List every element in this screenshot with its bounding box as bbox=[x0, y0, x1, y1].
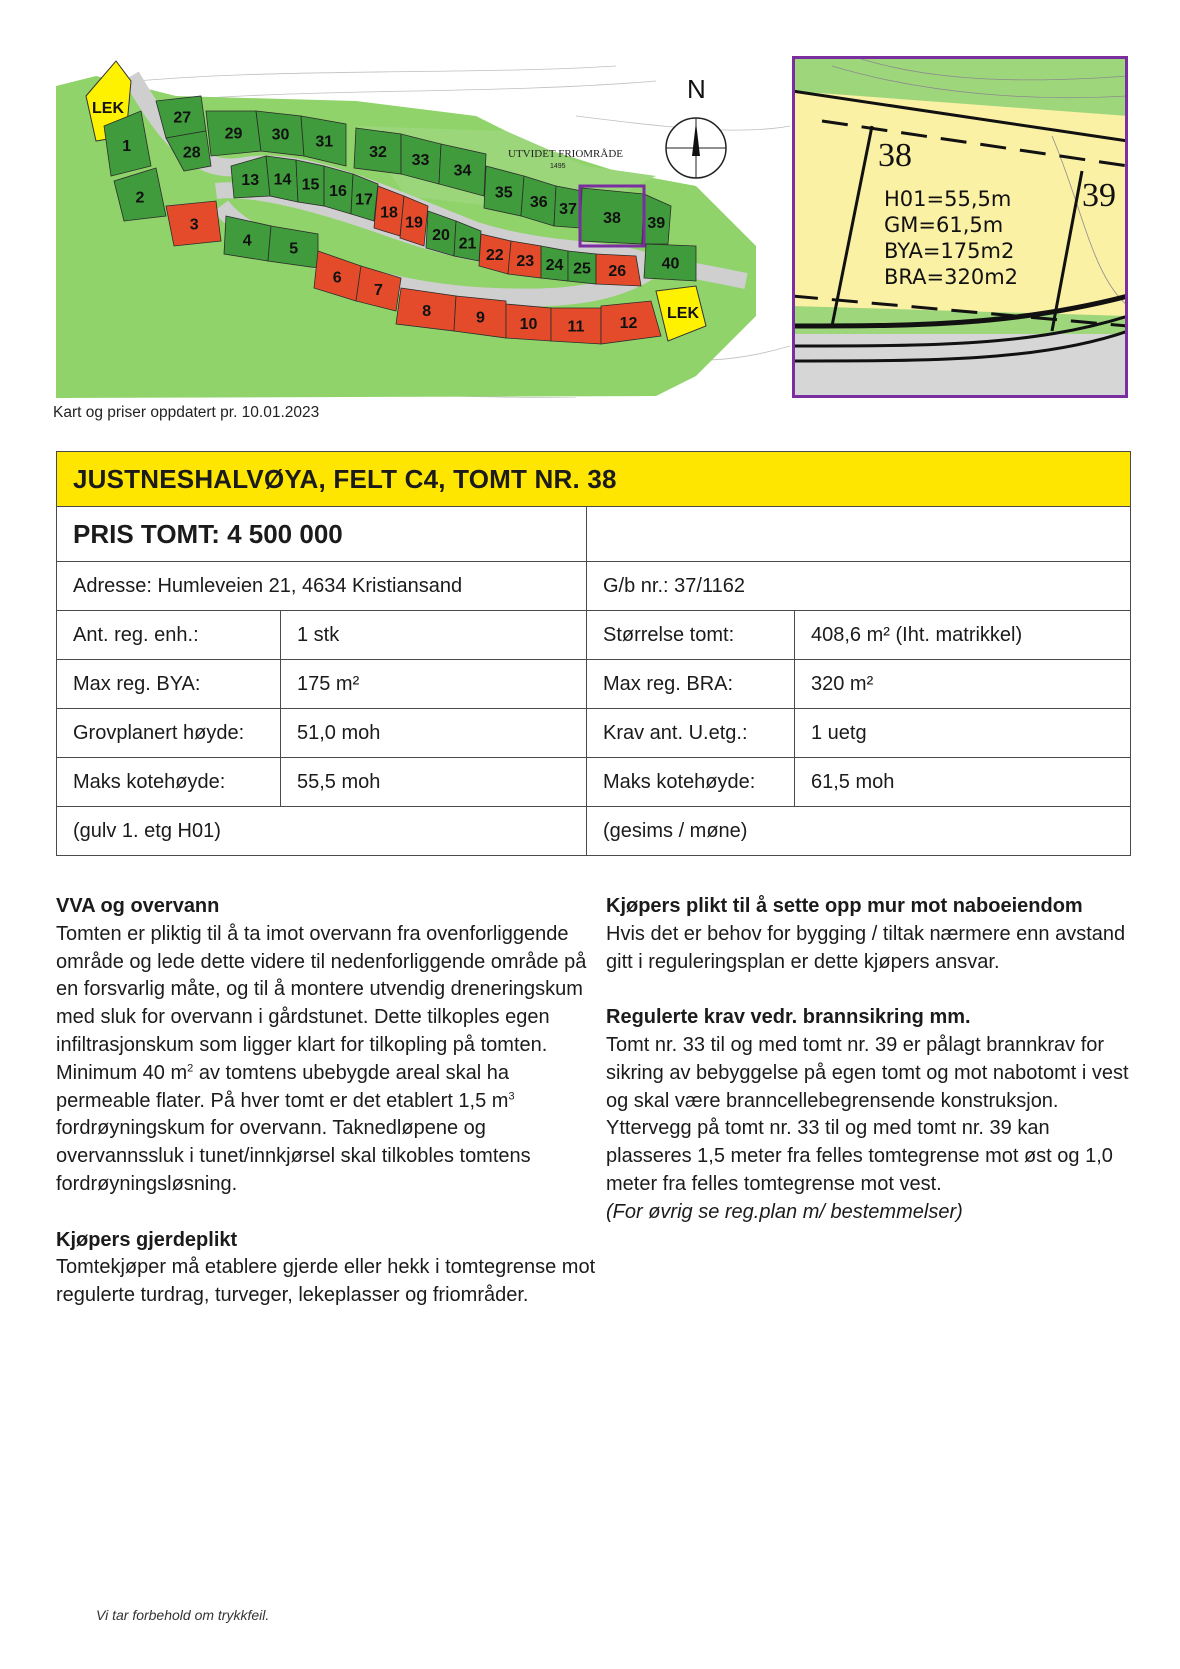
cell-value: 408,6 m² (Iht. matrikkel) bbox=[795, 611, 1131, 660]
address-row bbox=[57, 562, 1131, 611]
plot-number-label: 40 bbox=[661, 255, 680, 273]
inset-neighbor-number: 39 bbox=[1082, 177, 1116, 214]
plot-number-label: 24 bbox=[545, 257, 564, 274]
plot-number-label: 20 bbox=[432, 227, 450, 244]
footnote: Vi tar forbehold om trykkfeil. bbox=[96, 1607, 270, 1623]
plot-number-label: 35 bbox=[494, 184, 513, 202]
right-text-column bbox=[606, 893, 1136, 1227]
wall-text: Hvis det er behov for bygging / tiltak nærmere enn avstand gitt i reguleringsplan er dette kjøpers ansvar. bbox=[606, 922, 1126, 973]
plot-number-label: 2 bbox=[135, 189, 145, 207]
cell-value: 1 uetg bbox=[795, 709, 1131, 758]
cell-value: 1 stk bbox=[281, 611, 587, 660]
plot-number-label: 26 bbox=[608, 263, 627, 280]
plot-number-label: 31 bbox=[315, 133, 334, 151]
cell-label: Maks kotehøyde: bbox=[57, 758, 281, 807]
price-row bbox=[57, 507, 1131, 562]
plot-number-label: 19 bbox=[405, 214, 423, 232]
inset-plot-number: 38 bbox=[878, 137, 912, 174]
plot-number-label: 15 bbox=[301, 176, 320, 194]
table-row bbox=[57, 709, 1131, 758]
cell-value: 55,5 moh bbox=[281, 758, 587, 807]
plot-number-label: 32 bbox=[369, 144, 387, 161]
cell-label: Maks kotehøyde: bbox=[587, 758, 795, 807]
inset-bya: BYA=175m2 bbox=[884, 239, 1015, 263]
note-floor: (gulv 1. etg H01) bbox=[57, 807, 587, 856]
cell-value: 51,0 moh bbox=[281, 709, 587, 758]
price: PRIS TOMT: 4 500 000 bbox=[57, 507, 587, 562]
plot-number-label: 12 bbox=[619, 314, 638, 332]
note-roof: (gesims / møne) bbox=[587, 807, 1131, 856]
friomrade-label: UTVIDET FRIOMRÅDE bbox=[508, 148, 623, 160]
notes-row bbox=[57, 807, 1131, 856]
plot-number-label: 21 bbox=[458, 235, 477, 253]
plot-number-label: 7 bbox=[374, 282, 383, 299]
plot-number-label: 27 bbox=[173, 109, 192, 127]
table-row bbox=[57, 758, 1131, 807]
plot-number-label: 4 bbox=[242, 232, 252, 250]
cell-label: Max reg. BYA: bbox=[57, 660, 281, 709]
plot-detail-inset bbox=[792, 56, 1128, 398]
plot-number-label: 30 bbox=[271, 126, 290, 144]
table-row bbox=[57, 660, 1131, 709]
plot-number-label: 39 bbox=[647, 215, 666, 232]
cell-value: 175 m² bbox=[281, 660, 587, 709]
plot-number-label: 36 bbox=[529, 194, 548, 211]
fire-text: Tomt nr. 33 til og med tomt nr. 39 er pålagt brannkrav for sikring av bebyggelse på egen tomt og mot nabotomt i vest og skal være branncellebegrensende konstruksjon. Yttervegg på tomt nr. 33 til og med tomt nr. 39 kan plasseres 1,5 meter fra felles tomtegrense mot øst og 1,0 meter fra felles tomtegrense mot vest. bbox=[606, 1033, 1129, 1195]
fire-heading: Regulerte krav vedr. brannsikring mm. bbox=[606, 1006, 971, 1029]
plot-number-label: 3 bbox=[189, 216, 199, 234]
plot-number-label: 1 bbox=[122, 137, 132, 155]
inset-h01: H01=55,5m bbox=[884, 187, 1012, 211]
plot-number-label: 22 bbox=[485, 246, 504, 264]
plot-number-label: 10 bbox=[519, 315, 538, 333]
cell-value: 320 m² bbox=[795, 660, 1131, 709]
inset-bra: BRA=320m2 bbox=[884, 265, 1019, 289]
fence-text: Tomtekjøper må etablere gjerde eller hekk i tomtegrense mot regulerte turdrag, turveger, lekeplasser og friområder. bbox=[56, 1256, 596, 1307]
map-caption: Kart og priser oppdatert pr. 10.01.2023 bbox=[53, 404, 320, 421]
plot-number-label: 6 bbox=[332, 269, 342, 287]
plot-number-label: 18 bbox=[380, 204, 398, 222]
plot-number-label: 33 bbox=[411, 152, 430, 169]
cell-label: Ant. reg. enh.: bbox=[57, 611, 281, 660]
vva-text: Tomten er pliktig til å ta imot overvann fra ovenforliggende område og lede dette videre til nedenforliggende område på en forsvarlig måte, og til å montere utvendig dreneringskum med sluk for overvann i gårdstunet. Dette tilkoples egen infiltrasjonskum som ligger klart for tilkopling på tomten. Minimum 40 $m^2$ av tomtens ubebygde areal skal ha permeable flater. På hver tomt er det etablert 1,5 $m^3$ fordrøyningskum for overvann. Taknedløpene og overvannssluk i tunet/innkjørsel skal tilkobles tomtens fordrøyningsløsning. bbox=[56, 922, 587, 1195]
vva-heading: VVA og overvann bbox=[56, 895, 220, 917]
plot-number-label: 5 bbox=[289, 240, 299, 258]
plot-number-label: 13 bbox=[241, 172, 260, 189]
cell-label: Størrelse tomt: bbox=[587, 611, 795, 660]
plot-number-label: 23 bbox=[516, 252, 535, 270]
regplan-note: (For øvrig se reg.plan m/ bestemmelser) bbox=[606, 1200, 963, 1223]
table-title: JUSTNESHALVØYA, FELT C4, TOMT NR. 38 bbox=[57, 452, 1131, 507]
plot-number-label: 29 bbox=[224, 125, 243, 143]
cell-value: 61,5 moh bbox=[795, 758, 1131, 807]
gbnr: G/b nr.: 37/1162 bbox=[587, 562, 1131, 611]
north-label: N bbox=[687, 74, 706, 104]
plot-number-label: 34 bbox=[453, 162, 472, 180]
plot-info-table bbox=[56, 451, 1131, 856]
plot-number-label: 9 bbox=[476, 309, 485, 327]
cell-label: Max reg. BRA: bbox=[587, 660, 795, 709]
plot-number-label: 16 bbox=[329, 183, 347, 200]
left-text-column bbox=[56, 893, 596, 1338]
address: Adresse: Humleveien 21, 4634 Kristiansand bbox=[57, 562, 587, 611]
lek-label-right: LEK bbox=[667, 305, 699, 322]
plot-number-label: 37 bbox=[559, 200, 577, 218]
table-row bbox=[57, 611, 1131, 660]
plot-number-label: 25 bbox=[573, 260, 591, 278]
plot-number-label: 8 bbox=[422, 302, 432, 320]
plot-number-label: 11 bbox=[567, 318, 585, 336]
site-map bbox=[56, 56, 1120, 398]
plot-number-label: 38 bbox=[603, 209, 621, 227]
cell-label: Krav ant. U.etg.: bbox=[587, 709, 795, 758]
table-title-row bbox=[57, 452, 1131, 507]
plot-number-label: 14 bbox=[273, 171, 292, 189]
wall-heading: Kjøpers plikt til å sette opp mur mot naboeiendom bbox=[606, 895, 1083, 917]
plot-number-label: 17 bbox=[355, 191, 373, 209]
plot-number-label: 28 bbox=[182, 144, 201, 162]
fence-heading: Kjøpers gjerdeplikt bbox=[56, 1228, 238, 1251]
friomrade-code: 1495 bbox=[550, 163, 566, 170]
inset-gm: GM=61,5m bbox=[884, 213, 1004, 237]
cell-label: Grovplanert høyde: bbox=[57, 709, 281, 758]
price-empty-cell bbox=[587, 507, 1131, 562]
plot-overview-map bbox=[56, 56, 790, 398]
lek-label-left: LEK bbox=[92, 100, 124, 117]
